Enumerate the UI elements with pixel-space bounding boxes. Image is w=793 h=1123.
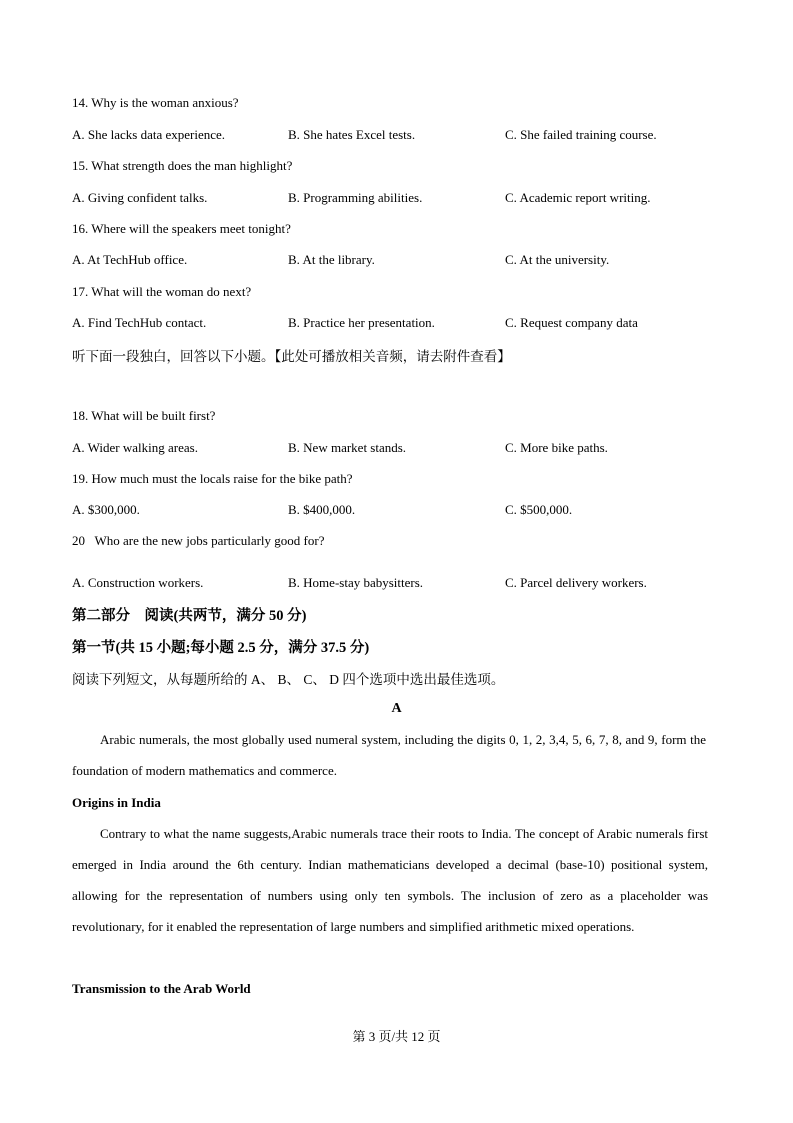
passage-intro: Arabic numerals, the most globally used numeral system, including the digits 0, 1, 2, 3,4, 5, 6, 7, 8, and 9, form the foundation of modern mathematics and commerce. bbox=[72, 732, 706, 778]
option-c: C. $500,000. bbox=[505, 502, 573, 517]
option-a: A. At TechHub office. bbox=[72, 252, 188, 267]
option-c: C. Academic report writing. bbox=[505, 190, 651, 205]
option-a: A. $300,000. bbox=[72, 502, 140, 517]
option-c: C. Request company data bbox=[505, 315, 638, 330]
question-stem: 14. Why is the woman anxious? bbox=[72, 95, 239, 110]
option-b: B. She hates Excel tests. bbox=[288, 127, 416, 142]
passage-heading: Transmission to the Arab World bbox=[72, 981, 251, 996]
option-a: A. Wider walking areas. bbox=[72, 440, 198, 455]
option-c: C. More bike paths. bbox=[505, 440, 608, 455]
option-a: A. Find TechHub contact. bbox=[72, 315, 207, 330]
option-a: A. Construction workers. bbox=[72, 575, 204, 590]
section-part-title: 第二部分 阅读(共两节，满分 50 分) bbox=[72, 608, 307, 624]
passage-paragraph: Contrary to what the name suggests,Arabic numerals trace their roots to India. The concept of Arabic numerals first emerged in India around the 6th century. Indian mathematicians developed a decimal (base-10) positional system, allowing for the representation of numbers using only ten symbols. The inclusion of zero as a placeholder was revolutionary, for it enabled the representation of large numbers and simplified arithmetic mixed operations. bbox=[72, 826, 708, 934]
option-b: B. $400,000. bbox=[288, 502, 356, 517]
section-instruction: 阅读下列短文，从每题所给的 A、 B、 C、 D 四个选项中选出最佳选项。 bbox=[72, 672, 505, 687]
passage-heading: Origins in India bbox=[72, 795, 161, 810]
page-number-footer: 第 3 页/共 12 页 bbox=[352, 1029, 441, 1044]
question-stem: 17. What will the woman do next? bbox=[72, 284, 252, 299]
passage-label: A bbox=[391, 701, 402, 716]
option-a: A. She lacks data experience. bbox=[72, 127, 226, 142]
section-sub-title: 第一节(共 15 小题;每小题 2.5 分，满分 37.5 分) bbox=[72, 640, 370, 656]
option-c: C. At the university. bbox=[505, 252, 610, 267]
option-c: C. Parcel delivery workers. bbox=[505, 575, 647, 590]
question-stem: 15. What strength does the man highlight? bbox=[72, 158, 293, 173]
question-stem: 19. How much must the locals raise for the bike path? bbox=[72, 471, 353, 486]
question-stem: 16. Where will the speakers meet tonight? bbox=[72, 221, 291, 236]
option-c: C. She failed training course. bbox=[505, 127, 657, 142]
option-b: B. Practice her presentation. bbox=[288, 315, 435, 330]
option-a: A. Giving confident talks. bbox=[72, 190, 208, 205]
question-stem: 18. What will be built first? bbox=[72, 408, 216, 423]
option-b: B. At the library. bbox=[288, 252, 375, 267]
option-b: B. New market stands. bbox=[288, 440, 407, 455]
option-b: B. Programming abilities. bbox=[288, 190, 423, 205]
listening-instruction: 听下面一段独白，回答以下小题。【此处可播放相关音频，请去附件查看】 bbox=[72, 349, 511, 364]
option-b: B. Home-stay babysitters. bbox=[288, 575, 424, 590]
question-stem: 20 Who are the new jobs particularly good for? bbox=[72, 533, 325, 548]
